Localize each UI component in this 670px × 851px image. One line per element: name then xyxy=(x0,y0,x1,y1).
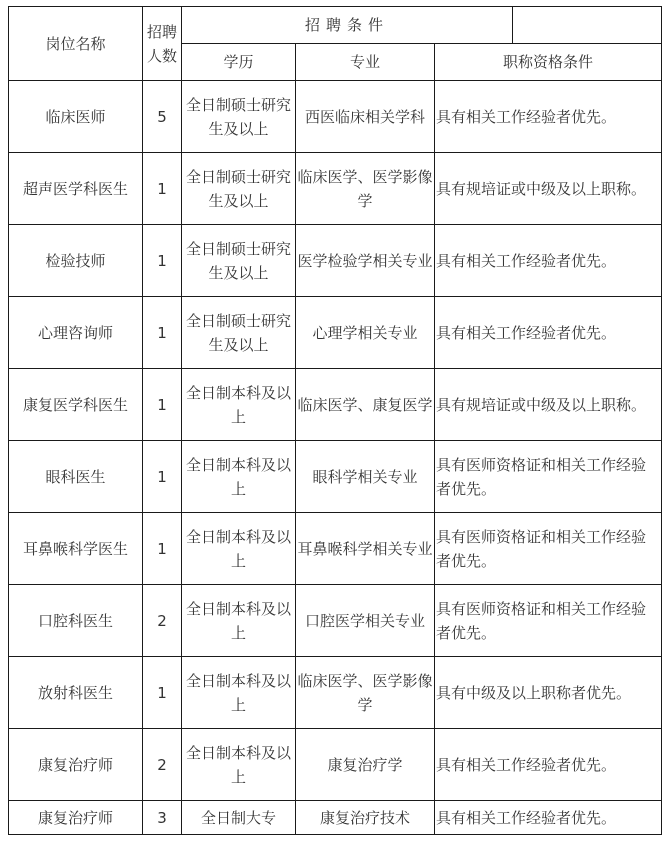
table-row xyxy=(9,585,662,657)
cell-education: 全日制硕士研究生及以上 xyxy=(182,153,296,225)
cell-major: 康复治疗技术 xyxy=(296,801,435,835)
cell-major: 西医临床相关学科 xyxy=(296,81,435,153)
cell-major: 眼科学相关专业 xyxy=(296,441,435,513)
cell-qualification: 具有医师资格证和相关工作经验者优先。 xyxy=(435,513,662,585)
header-row-top xyxy=(9,7,662,44)
header-position: 岗位名称 xyxy=(9,7,143,81)
cell-position: 临床医师 xyxy=(9,81,143,153)
cell-education: 全日制硕士研究生及以上 xyxy=(182,81,296,153)
cell-major: 临床医学、康复医学 xyxy=(296,369,435,441)
cell-count: 1 xyxy=(143,441,182,513)
cell-qualification: 具有相关工作经验者优先。 xyxy=(435,297,662,369)
cell-count: 5 xyxy=(143,81,182,153)
cell-position: 口腔科医生 xyxy=(9,585,143,657)
cell-major: 临床医学、医学影像学 xyxy=(296,153,435,225)
cell-education: 全日制本科及以上 xyxy=(182,369,296,441)
cell-major: 心理学相关专业 xyxy=(296,297,435,369)
cell-major: 耳鼻喉科学相关专业 xyxy=(296,513,435,585)
cell-qualification: 具有规培证或中级及以上职称。 xyxy=(435,153,662,225)
cell-count: 3 xyxy=(143,801,182,835)
cell-count: 1 xyxy=(143,153,182,225)
table-row xyxy=(9,729,662,801)
cell-count: 1 xyxy=(143,369,182,441)
cell-qualification: 具有相关工作经验者优先。 xyxy=(435,81,662,153)
cell-qualification: 具有相关工作经验者优先。 xyxy=(435,729,662,801)
header-empty-cell xyxy=(513,7,662,44)
cell-qualification: 具有规培证或中级及以上职称。 xyxy=(435,369,662,441)
recruitment-table xyxy=(8,6,662,835)
cell-position: 康复治疗师 xyxy=(9,801,143,835)
header-conditions: 招聘条件 xyxy=(182,7,513,44)
cell-count: 2 xyxy=(143,729,182,801)
cell-major: 康复治疗学 xyxy=(296,729,435,801)
cell-education: 全日制大专 xyxy=(182,801,296,835)
cell-count: 1 xyxy=(143,225,182,297)
cell-qualification: 具有相关工作经验者优先。 xyxy=(435,225,662,297)
cell-position: 眼科医生 xyxy=(9,441,143,513)
table-row xyxy=(9,801,662,835)
cell-position: 康复医学科医生 xyxy=(9,369,143,441)
cell-education: 全日制本科及以上 xyxy=(182,585,296,657)
header-major: 专业 xyxy=(296,44,435,81)
header-education: 学历 xyxy=(182,44,296,81)
cell-count: 1 xyxy=(143,657,182,729)
table-row xyxy=(9,153,662,225)
table-row xyxy=(9,297,662,369)
table-row xyxy=(9,81,662,153)
cell-education: 全日制本科及以上 xyxy=(182,513,296,585)
cell-education: 全日制本科及以上 xyxy=(182,657,296,729)
cell-count: 1 xyxy=(143,297,182,369)
cell-education: 全日制硕士研究生及以上 xyxy=(182,297,296,369)
cell-position: 耳鼻喉科学医生 xyxy=(9,513,143,585)
cell-position: 心理咨询师 xyxy=(9,297,143,369)
table-row xyxy=(9,657,662,729)
cell-position: 检验技师 xyxy=(9,225,143,297)
cell-major: 临床医学、医学影像学 xyxy=(296,657,435,729)
cell-position: 超声医学科医生 xyxy=(9,153,143,225)
cell-position: 放射科医生 xyxy=(9,657,143,729)
header-count: 招聘人数 xyxy=(143,7,182,81)
cell-count: 2 xyxy=(143,585,182,657)
table-row xyxy=(9,441,662,513)
cell-qualification: 具有医师资格证和相关工作经验者优先。 xyxy=(435,585,662,657)
cell-qualification: 具有相关工作经验者优先。 xyxy=(435,801,662,835)
cell-qualification: 具有医师资格证和相关工作经验者优先。 xyxy=(435,441,662,513)
cell-qualification: 具有中级及以上职称者优先。 xyxy=(435,657,662,729)
cell-position: 康复治疗师 xyxy=(9,729,143,801)
cell-major: 口腔医学相关专业 xyxy=(296,585,435,657)
cell-education: 全日制本科及以上 xyxy=(182,729,296,801)
cell-count: 1 xyxy=(143,513,182,585)
table-row xyxy=(9,369,662,441)
header-qualification: 职称资格条件 xyxy=(435,44,662,81)
cell-major: 医学检验学相关专业 xyxy=(296,225,435,297)
cell-education: 全日制本科及以上 xyxy=(182,441,296,513)
cell-education: 全日制硕士研究生及以上 xyxy=(182,225,296,297)
table-row xyxy=(9,225,662,297)
table-row xyxy=(9,513,662,585)
